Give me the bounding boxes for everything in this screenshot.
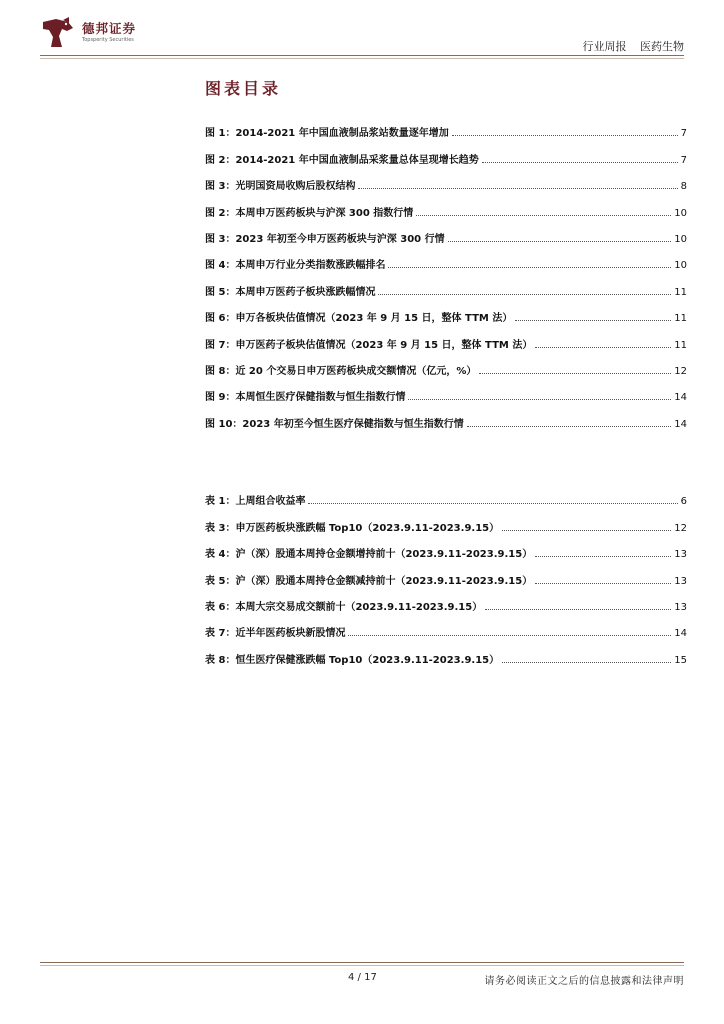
toc-dot-leader [502, 530, 671, 531]
toc-dot-leader [408, 399, 671, 400]
toc-dot-leader [416, 215, 671, 216]
toc-entry-table[interactable] [205, 507, 687, 533]
toc-entry-label: 图 2：2014-2021 年中国血液制品采浆量总体呈现增长趋势 [205, 154, 479, 166]
toc-dot-leader [479, 373, 671, 374]
toc-entry-figure[interactable] [205, 351, 687, 377]
toc-entry-table[interactable] [205, 481, 687, 507]
toc-entry-label: 图 1：2014-2021 年中国血液制品浆站数量逐年增加 [205, 128, 449, 140]
toc-dot-leader [502, 662, 671, 663]
toc-entry-page: 11 [674, 313, 687, 325]
toc-dot-leader [448, 241, 672, 242]
company-logo-icon [40, 16, 76, 50]
toc-entry-label: 图 2：本周申万医药板块与沪深 300 指数行情 [205, 207, 414, 219]
toc-entry-page: 13 [674, 575, 687, 587]
toc-entry-page: 12 [674, 365, 687, 377]
toc-entry-figure[interactable] [205, 245, 687, 271]
footer-divider [40, 962, 684, 963]
toc-entry-table[interactable] [205, 560, 687, 586]
toc-dot-leader [535, 347, 671, 348]
toc-entry-page: 11 [674, 339, 687, 351]
toc-dot-leader [308, 503, 677, 504]
toc-entry-page: 14 [674, 628, 687, 640]
toc-entry-page: 13 [674, 601, 687, 613]
toc-entry-label: 表 3：申万医药板块涨跌幅 Top10（2023.9.11-2023.9.15） [205, 522, 500, 534]
toc-dot-leader [485, 609, 671, 610]
toc-dot-leader [452, 135, 678, 136]
toc-entry-figure[interactable] [205, 298, 687, 324]
toc-entry-table[interactable] [205, 534, 687, 560]
toc-entry-label: 表 4：沪（深）股通本周持仓金额增持前十（2023.9.11-2023.9.15） [205, 549, 533, 561]
sector-name: 医药生物 [640, 40, 684, 53]
toc-entry-page: 7 [680, 128, 687, 140]
toc-entry-page: 15 [674, 654, 687, 666]
toc-dot-leader [348, 635, 671, 636]
toc-entry-table[interactable] [205, 639, 687, 665]
toc-entry-figure[interactable] [205, 271, 687, 297]
toc-entry-label: 图 5：本周申万医药子板块涨跌幅情况 [205, 286, 376, 298]
toc-entry-label: 图 8：近 20 个交易日申万医药板块成交额情况（亿元，%） [205, 365, 477, 377]
toc-entry-label: 图 3：2023 年初至今申万医药板块与沪深 300 行情 [205, 233, 445, 245]
toc-entry-label: 图 6：申万各板块估值情况（2023 年 9 月 15 日，整体 TTM 法） [205, 313, 513, 325]
header-divider [40, 55, 684, 56]
toc-dot-leader [467, 426, 672, 427]
toc-dot-leader [515, 320, 671, 321]
footer-divider-thin [40, 965, 684, 966]
toc-entry-label: 表 6：本周大宗交易成交额前十（2023.9.11-2023.9.15） [205, 601, 483, 613]
toc-dot-leader [388, 267, 671, 268]
toc-entry-figure[interactable] [205, 219, 687, 245]
toc-entry-label: 图 3：光明国资局收购后股权结构 [205, 181, 356, 193]
toc-entry-page: 10 [674, 207, 687, 219]
report-type: 行业周报 [582, 40, 627, 53]
page-number: 4 / 17 [348, 972, 377, 983]
toc-entry-figure[interactable] [205, 166, 687, 192]
header-divider-thin [40, 58, 684, 59]
report-category [573, 38, 685, 54]
company-name: 德邦证券 [82, 21, 137, 36]
toc-entry-label: 图 10：2023 年初至今恒生医疗保健指数与恒生指数行情 [205, 418, 464, 430]
toc-entry-page: 10 [674, 233, 687, 245]
toc-entry-page: 12 [674, 522, 687, 534]
company-english-name: Topsperity Securities [82, 37, 134, 43]
toc-entry-table[interactable] [205, 587, 687, 613]
toc-entry-page: 14 [674, 392, 687, 404]
toc-entry-page: 11 [674, 286, 687, 298]
toc-entry-page: 6 [680, 496, 687, 508]
toc-entry-label: 表 5：沪（深）股通本周持仓金额减持前十（2023.9.11-2023.9.15） [205, 575, 533, 587]
toc-entry-label: 表 1：上周组合收益率 [205, 496, 306, 508]
toc-entry-figure[interactable] [205, 139, 687, 165]
toc-entry-figure[interactable] [205, 324, 687, 350]
company-logo [40, 16, 150, 50]
toc-entry-label: 图 4：本周申万行业分类指数涨跌幅排名 [205, 260, 386, 272]
toc-entry-page: 14 [674, 418, 687, 430]
toc-entry-label: 图 9：本周恒生医疗保健指数与恒生指数行情 [205, 392, 406, 404]
toc-entry-page: 8 [680, 181, 687, 193]
toc-entry-page: 13 [674, 549, 687, 561]
toc-entry-label: 表 7：近半年医药板块新股情况 [205, 628, 346, 640]
toc-entry-figure[interactable] [205, 377, 687, 403]
figure-list [205, 113, 687, 430]
legal-disclaimer: 请务必阅读正文之后的信息披露和法律声明 [484, 976, 684, 987]
toc-entry-label: 表 8：恒生医疗保健涨跌幅 Top10（2023.9.11-2023.9.15） [205, 654, 500, 666]
toc-entry-figure[interactable] [205, 403, 687, 429]
toc-entry-figure[interactable] [205, 192, 687, 218]
toc-entry-figure[interactable] [205, 113, 687, 139]
toc-entry-table[interactable] [205, 613, 687, 639]
toc-dot-leader [378, 294, 671, 295]
toc-entry-page: 7 [680, 154, 687, 166]
toc-title: 图表目录 [205, 79, 282, 98]
toc-dot-leader [535, 556, 671, 557]
toc-dot-leader [482, 162, 678, 163]
toc-entry-page: 10 [674, 260, 687, 272]
toc-dot-leader [358, 188, 677, 189]
toc-dot-leader [535, 583, 671, 584]
table-list [205, 481, 687, 666]
toc-entry-label: 图 7：申万医药子板块估值情况（2023 年 9 月 15 日，整体 TTM 法） [205, 339, 533, 351]
